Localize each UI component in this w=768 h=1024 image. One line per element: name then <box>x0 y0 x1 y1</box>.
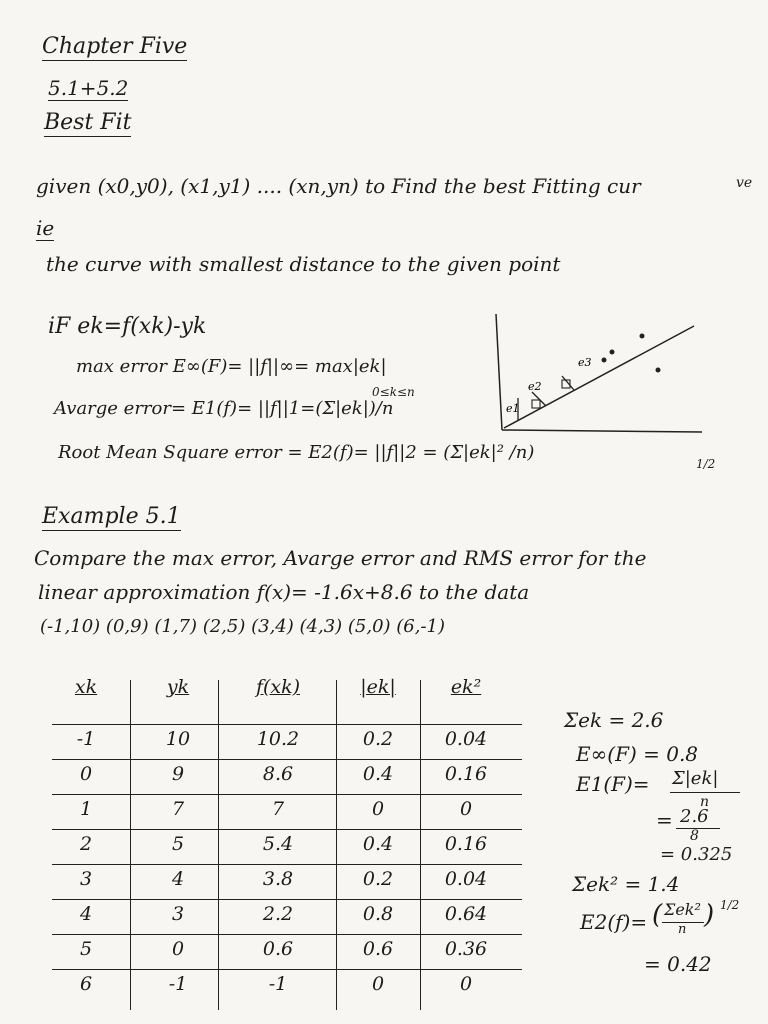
table-cell: 3 <box>79 868 93 890</box>
section-numbers: 5.1+5.2 <box>48 76 129 100</box>
max-error-subscript: 0≤k≤n <box>372 385 415 399</box>
sum-ek-squared: Σek² = 1.4 <box>572 872 680 896</box>
intro-ie: ie <box>36 216 55 240</box>
example-data-points: (-1,10) (0,9) (1,7) (2,5) (3,4) (4,3) (5,0) (6,-1) <box>40 616 446 637</box>
e1-label: E1(F)= <box>576 772 650 796</box>
table-cell: 0.04 <box>444 728 488 750</box>
e1-step-denominator: 8 <box>690 828 699 844</box>
table-header-cell: |ek| <box>360 676 396 698</box>
fit-line <box>504 326 694 428</box>
table-cell: -1 <box>76 728 96 750</box>
e1-denominator: n <box>700 794 710 810</box>
right-angle-2 <box>532 400 540 408</box>
error-segment-2 <box>532 392 546 406</box>
table-cell: 0.2 <box>362 868 394 890</box>
table-cell: 7 <box>271 798 285 820</box>
data-point <box>656 368 661 373</box>
e-infinity-result: E∞(F) = 0.8 <box>576 742 699 766</box>
data-point <box>640 334 645 339</box>
table-cell: 1 <box>79 798 93 820</box>
table-cell: 4 <box>79 903 93 925</box>
error-definition: iF ek=f(xk)-yk <box>48 314 207 339</box>
table-cell: 4 <box>171 868 185 890</box>
table-header-cell: xk <box>74 676 98 698</box>
table-cell: 3 <box>171 903 185 925</box>
table-cell: 3.8 <box>262 868 294 890</box>
e1-fraction-bar <box>670 792 740 793</box>
table-cell: 6 <box>79 973 93 995</box>
table-divider <box>130 680 131 1010</box>
table-cell: 0 <box>371 973 385 995</box>
table-divider <box>336 680 337 1010</box>
table-cell: 0 <box>79 763 93 785</box>
table-cell: 9 <box>171 763 185 785</box>
e1-numerator: Σ|ek| <box>672 768 719 789</box>
table-cell: 0.6 <box>262 938 294 960</box>
table-cell: 5 <box>171 833 185 855</box>
best-fit-sketch <box>488 310 708 440</box>
table-row-line <box>52 794 522 795</box>
table-cell: 0.64 <box>444 903 488 925</box>
table-row-line <box>52 759 522 760</box>
e1-value: = 0.325 <box>660 844 733 865</box>
table-cell: 0 <box>459 973 473 995</box>
table-cell: 5 <box>79 938 93 960</box>
table-row-line <box>52 899 522 900</box>
table-cell: 0 <box>459 798 473 820</box>
table-header-cell: ek² <box>450 676 482 698</box>
table-divider <box>420 680 421 1010</box>
table-cell: 0.16 <box>444 763 488 785</box>
table-cell: 0.4 <box>362 833 394 855</box>
example-line-1: Compare the max error, Avarge error and RMS error for the <box>34 546 647 570</box>
example-title: Example 5.1 <box>42 504 181 529</box>
table-cell: 10.2 <box>256 728 300 750</box>
table-row-line <box>52 724 522 725</box>
table-cell: 7 <box>171 798 185 820</box>
table-cell: 8.6 <box>262 763 294 785</box>
table-row-line <box>52 934 522 935</box>
table-cell: 2 <box>79 833 93 855</box>
table-cell: 0.16 <box>444 833 488 855</box>
intro-line-3: the curve with smallest distance to the given point <box>46 252 561 276</box>
data-point <box>610 350 615 355</box>
table-header-cell: f(xk) <box>255 676 301 698</box>
table-row-line <box>52 864 522 865</box>
table-cell: 0.8 <box>362 903 394 925</box>
data-point <box>602 358 607 363</box>
table-cell: 0.4 <box>362 763 394 785</box>
table-cell: 0.6 <box>362 938 394 960</box>
table-cell: 0 <box>371 798 385 820</box>
table-divider <box>218 680 219 1010</box>
avg-error-formula: Avarge error= E1(f)= ||f||1=(Σ|ek|)/n <box>54 398 394 419</box>
graph-label-e3: e3 <box>578 356 592 369</box>
table-cell: 2.2 <box>262 903 294 925</box>
table-cell: -1 <box>168 973 188 995</box>
graph-label-e1: e1 <box>506 402 520 415</box>
table-cell: 10 <box>165 728 191 750</box>
table-row-line <box>52 969 522 970</box>
chapter-title: Chapter Five <box>42 34 188 59</box>
topic-title: Best Fit <box>44 110 132 135</box>
e2-numerator: Σek² <box>664 900 701 919</box>
table-header-cell: yk <box>166 676 190 698</box>
table-cell: 5.4 <box>262 833 294 855</box>
table-row-line <box>52 829 522 830</box>
intro-line-1: given (x0,y0), (x1,y1) .... (xn,yn) to Find the best Fitting cur <box>36 174 641 198</box>
e2-label: E2(f)= <box>580 910 648 934</box>
table-cell: 0 <box>171 938 185 960</box>
sum-ek: Σek = 2.6 <box>564 708 664 732</box>
e2-value: = 0.42 <box>644 952 712 976</box>
max-error-formula: max error E∞(F)= ||f||∞= max|ek| <box>76 356 387 377</box>
example-line-2: linear approximation f(x)= -1.6x+8.6 to the data <box>38 580 530 604</box>
table-cell: 0.36 <box>444 938 488 960</box>
graph-label-e2: e2 <box>528 380 542 393</box>
table-cell: 0.2 <box>362 728 394 750</box>
table-cell: 0.04 <box>444 868 488 890</box>
rms-error-formula: Root Mean Square error = E2(f)= ||f||2 = (Σ|ek|² /n) <box>58 442 535 463</box>
table-cell: -1 <box>268 973 288 995</box>
e1-step-numerator: 2.6 <box>680 806 709 827</box>
e2-denominator: n <box>678 922 687 937</box>
intro-line-1b: ve <box>736 175 753 191</box>
graph-x-axis <box>502 430 702 432</box>
graph-y-axis <box>496 314 502 430</box>
e2-exponent: 1/2 <box>720 898 740 912</box>
rms-exponent: 1/2 <box>696 457 716 471</box>
notebook-page: Chapter Five 5.1+5.2 Best Fit given (x0,y0), (x1,y1) .... (xn,yn) to Find the best Fitting cur ve ie the curve with smallest distance to the given point iF ek=f(xk)-yk max error E∞(F)= ||f||∞= max|ek| 0≤k≤n Avarge error= E1(f)= ||f||1=(Σ|ek|)/n Root Mean Square error = E2(f)= ||f||2 = (Σ|ek|² /n) 1/2 e1 e2 e3 Example 5.1 Compare the max error, Avarge error and RMS error for the linear approximation f(x)= -1.6x+8.6 to the data (-1,10) (0,9) (1,7) (2,5) (3,4) (4,3) (5,0) (6,-1) xk yk f(xk) |ek| ek² -1 10 10.2 0.2 0.04 0 9 8.6 0.4 0.16 1 7 7 0 0 2 5 5.4 0.4 0.16 3 4 3.8 0.2 0.04 4 3 2.2 0.8 0.64 5 0 0.6 0.6 0.36 6 -1 -1 0 0 Σek = 2.6 E∞(F) = 0.8 E1(F)= Σ|ek| n = 2.6 8 = 0.325 Σek² = 1.4 E2(f)= ( Σek² n ) 1/2 = 0.42 <box>0 0 768 1024</box>
